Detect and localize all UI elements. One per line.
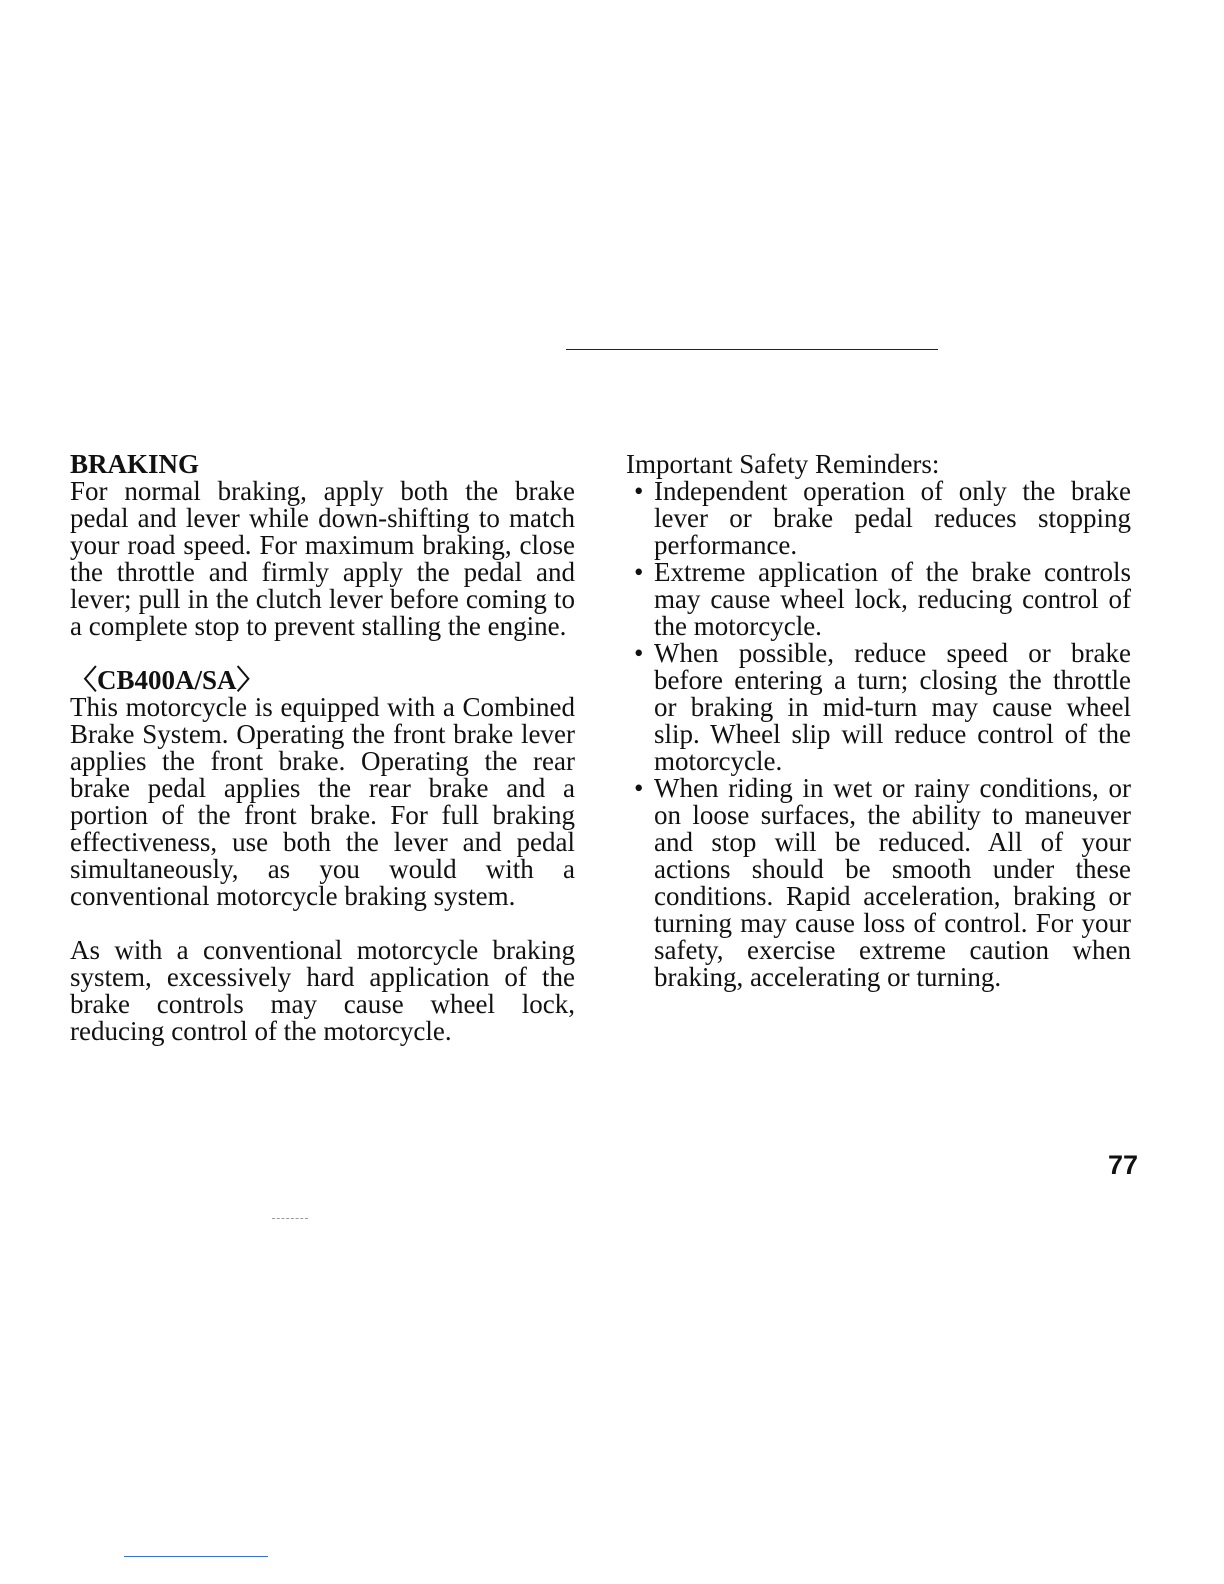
bullet-icon: • <box>634 476 644 506</box>
list-item-text: When riding in wet or rainy conditions, or on loose surfaces, the ability to maneuver and stop will be reduced. All of your actions should be smooth under these conditions. Rapid acceleration, braking or turning may cause loss of control. For your safety, exercise extreme caution when braking, accelerating or turning. <box>654 773 1131 992</box>
section-heading: BRAKING <box>70 449 200 479</box>
safety-reminders-list <box>626 478 1131 991</box>
model-label: 〈CB400A/SA〉 <box>70 665 264 695</box>
list-item-text: Independent operation of only the brake lever or brake pedal reduces stopping performance. <box>654 476 1131 560</box>
bullet-icon: • <box>634 557 644 587</box>
bottom-divider-rule <box>124 1556 268 1557</box>
list-item <box>626 775 1131 991</box>
hard-application-paragraph: As with a conventional motorcycle braking system, excessively hard application of the brake controls may cause wheel lock, reducing control of the motorcycle. <box>70 935 575 1046</box>
combined-brake-paragraph: This motorcycle is equipped with a Combined Brake System. Operating the front brake lever applies the front brake. Operating the rear brake pedal applies the rear brake and a portion of the front brake. For full braking effectiveness, use both the lever and pedal simultaneously, as you would with a conventional motorcycle braking system. <box>70 692 575 911</box>
left-column <box>70 451 575 1045</box>
right-column <box>626 451 1131 991</box>
paragraph-gap <box>70 910 575 937</box>
bullet-icon: • <box>634 773 644 803</box>
page-number: 77 <box>1107 1150 1138 1180</box>
list-item-text: When possible, reduce speed or brake before entering a turn; closing the throttle or braking in mid-turn may cause wheel slip. Wheel slip will reduce control of the motorcycle. <box>654 638 1131 776</box>
scan-speck <box>272 1218 308 1219</box>
list-item-text: Extreme application of the brake controls may cause wheel lock, reducing control of the motorcycle. <box>654 557 1131 641</box>
bullet-icon: • <box>634 638 644 668</box>
paragraph-gap <box>70 640 575 667</box>
list-item <box>626 640 1131 775</box>
top-divider-rule <box>566 349 938 350</box>
safety-reminders-heading: Important Safety Reminders: <box>626 449 940 479</box>
list-item <box>626 559 1131 640</box>
list-item <box>626 478 1131 559</box>
normal-braking-paragraph: For normal braking, apply both the brake pedal and lever while down-shifting to match your road speed. For maximum braking, close the throttle and firmly apply the pedal and lever; pull in the clutch lever before coming to a complete stop to prevent stalling the engine. <box>70 476 575 641</box>
